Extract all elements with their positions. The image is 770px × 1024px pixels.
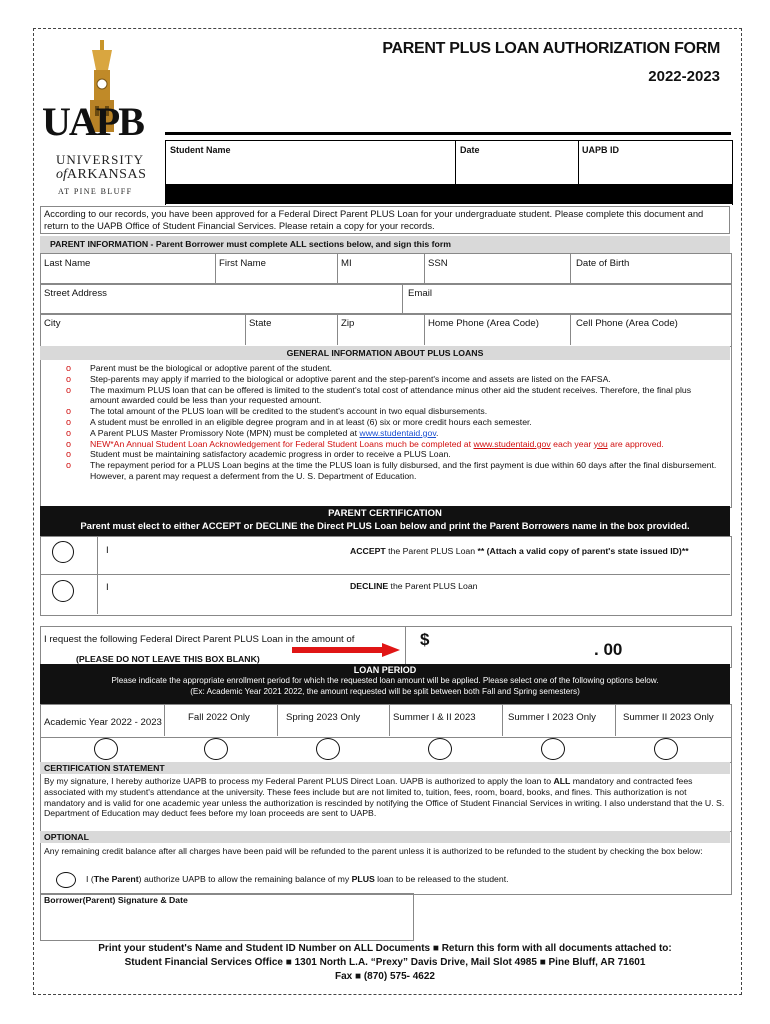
logo-arkansas: ARKANSAS	[66, 167, 147, 182]
option-spring: Spring 2023 Only	[286, 712, 361, 723]
release-balance-text: I (The Parent) authorize UAPB to allow the remaining balance of my PLUS loan to be released to the student.	[86, 874, 509, 884]
mi-label: MI	[341, 258, 352, 269]
footer-line-1: Print your student's Name and Student ID Number on ALL Documents ■ Return this form with all documents attached to:	[98, 943, 672, 954]
amount-field[interactable]	[430, 634, 590, 662]
radio-spring[interactable]	[316, 738, 340, 760]
signature-label: Borrower(Parent) Signature & Date	[44, 895, 188, 905]
studentaid-link[interactable]: www.studentaid.gov	[359, 427, 437, 438]
dob-label: Date of Birth	[576, 258, 630, 269]
parent-cert-subheading: Parent must elect to either ACCEPT or DECLINE the Direct PLUS Loan below and print the Parent Borrowers name in the box provided.	[80, 521, 690, 532]
parent-info-heading: PARENT INFORMATION - Parent Borrower must complete ALL sections below, and sign this form	[40, 236, 730, 253]
uapb-logo	[42, 40, 160, 200]
optional-text: Any remaining credit balance after all charges have been paid will be refunded to the parent unless it is authorized to be refunded to the student by checking the box below:	[44, 846, 703, 856]
loan-period-header	[40, 664, 730, 704]
parent-cert-heading: PARENT CERTIFICATION	[328, 508, 442, 519]
amount-cents: . 00	[594, 640, 623, 659]
loan-period-line2: (Ex: Academic Year 2021 2022, the amount requested will be split between both Fall and Spring semesters)	[190, 687, 580, 696]
loan-period-radios	[40, 736, 732, 762]
radio-summer-2[interactable]	[654, 738, 678, 760]
parent-row-2	[40, 283, 732, 315]
list-item: o A student must be enrolled in an eligible degree program and in at least (6) six or more credit hours each semester.	[66, 416, 532, 427]
student-name-label: Student Name	[170, 145, 231, 155]
general-info-heading: GENERAL INFORMATION ABOUT PLUS LOANS	[40, 346, 730, 360]
option-fall: Fall 2022 Only	[188, 712, 250, 723]
student-name-field[interactable]	[170, 158, 450, 182]
list-item: o The total amount of the PLUS loan will be credited to the student's account in two equal disbursements.	[66, 406, 488, 417]
last-name-label: Last Name	[44, 258, 91, 269]
state-label: State	[249, 318, 272, 329]
option-summer-2: Summer II 2023 Only	[623, 712, 714, 723]
list-item: o Student must be maintaining satisfactory academic progress in order to receive a PLUS Loan.	[66, 449, 451, 460]
loan-period-heading: LOAN PERIOD	[353, 665, 417, 675]
uapb-id-field[interactable]	[582, 158, 728, 182]
radio-summer-1[interactable]	[541, 738, 565, 760]
accept-radio[interactable]	[52, 541, 74, 563]
accept-name-field[interactable]	[114, 540, 346, 568]
form-title: PARENT PLUS LOAN AUTHORIZATION FORM	[382, 40, 720, 57]
home-phone-label: Home Phone (Area Code)	[428, 318, 539, 329]
cert-statement-heading: CERTIFICATION STATEMENT	[40, 762, 730, 774]
street-label: Street Address	[44, 288, 107, 299]
list-item: o The maximum PLUS loan that can be offered is limited to the student's total cost of attendance minus other aid the student receives. Therefore, the final plus amount awarded could be less than your requested amount.	[66, 384, 692, 406]
list-item: o A Parent PLUS Master Promissory Note (MPN) must be completed at www.studentaid.gov.	[66, 427, 439, 438]
list-item: o Parent must be the biological or adoptive parent of the student.	[66, 363, 332, 373]
option-summer-both: Summer I & II 2023	[393, 712, 476, 723]
zip-label: Zip	[341, 318, 355, 329]
decline-i: I	[106, 582, 109, 593]
logo-pine-bluff: AT PINE BLUFF	[58, 187, 133, 196]
uapb-id-label: UAPB ID	[582, 145, 620, 155]
student-info-bar	[165, 184, 732, 204]
loan-period-line1: Please indicate the appropriate enrollment period for which the requested loan amount will be applied. Please select one of the following options below.	[111, 676, 659, 685]
option-academic-year: Academic Year 2022 - 2023	[44, 717, 162, 728]
radio-academic-year[interactable]	[94, 738, 118, 760]
email-label: Email	[408, 288, 432, 299]
accept-i: I	[106, 545, 109, 556]
footer-line-2: Student Financial Services Office ■ 1301 North L.A. “Prexy” Davis Drive, Mail Slot 4985 ■ Pine Bluff, AR 71601	[124, 957, 646, 968]
footer	[40, 942, 730, 984]
decline-text: DECLINE the Parent PLUS Loan	[350, 581, 478, 591]
studentaid-link-2[interactable]: www.studentaid.gov	[473, 438, 551, 449]
arrow-right-icon	[292, 643, 400, 657]
option-summer-1: Summer I 2023 Only	[508, 712, 596, 723]
decline-name-field[interactable]	[114, 578, 346, 606]
date-field[interactable]	[460, 158, 572, 182]
first-name-label: First Name	[219, 258, 266, 269]
radio-summer-both[interactable]	[428, 738, 452, 760]
general-info-list	[62, 363, 722, 482]
optional-heading: OPTIONAL	[40, 831, 730, 843]
release-balance-radio[interactable]	[56, 872, 76, 888]
list-item: o The repayment period for a PLUS Loan begins at the time the PLUS loan is fully disbursed, and the first payment is due within 60 days after the final disbursement. However, a parent may request a deferment from the U. S. Department of Education.	[66, 460, 717, 481]
form-year: 2022-2023	[648, 68, 720, 85]
logo-of: of	[56, 167, 67, 182]
decline-radio[interactable]	[52, 580, 74, 602]
list-item: o Step-parents may apply if married to the biological or adoptive parent and the step-parent's income and assets are listed on the FAFSA.	[66, 373, 611, 384]
footer-line-3: Fax ■ (870) 575- 4622	[335, 971, 435, 982]
accept-text: ACCEPT the Parent PLUS Loan ** (Attach a valid copy of parent's state issued ID)**	[350, 546, 689, 556]
list-item: o NEW*An Annual Student Loan Acknowledgement for Federal Student Loans much be completed at www.studentaid.gov each year you are approved.	[66, 438, 664, 449]
ssn-label: SSN	[428, 258, 448, 269]
logo-letters: UAPB	[42, 99, 143, 144]
cert-statement-text: By my signature, I hereby authorize UAPB to process my Federal Parent PLUS Direct Loan. UAPB is authorized to apply the loan to ALL mandatory and contracted fees associated with my student's attendance at the university. These fees include but are not limited to, tuition, fees, room, board, books, and fines. This authorization is not mandatory and is valid for one academic year unless the authorization is rescinded by notifying the Office of Student Financial Services in writing. I also understand that the U. S. Department of Education may deduct fees before my loan proceeds are sent to UAPB.	[44, 776, 725, 819]
amount-blank-warning: (PLEASE DO NOT LEAVE THIS BOX BLANK)	[76, 654, 260, 664]
header-rule	[165, 132, 731, 135]
amount-request-text: I request the following Federal Direct Parent PLUS Loan in the amount of	[44, 634, 355, 645]
cell-phone-label: Cell Phone (Area Code)	[576, 318, 678, 329]
logo-university: UNIVERSITY	[56, 152, 144, 167]
parent-cert-header	[40, 506, 730, 536]
city-label: City	[44, 318, 61, 329]
date-label: Date	[460, 145, 480, 155]
intro-text: According to our records, you have been approved for a Federal Direct Parent PLUS Loan for your undergraduate student. Please complete this document and return to the UAPB Office of Student Financial Services. Please retain a copy for your records.	[40, 206, 730, 234]
radio-fall[interactable]	[204, 738, 228, 760]
dollar-sign: $	[420, 630, 430, 649]
